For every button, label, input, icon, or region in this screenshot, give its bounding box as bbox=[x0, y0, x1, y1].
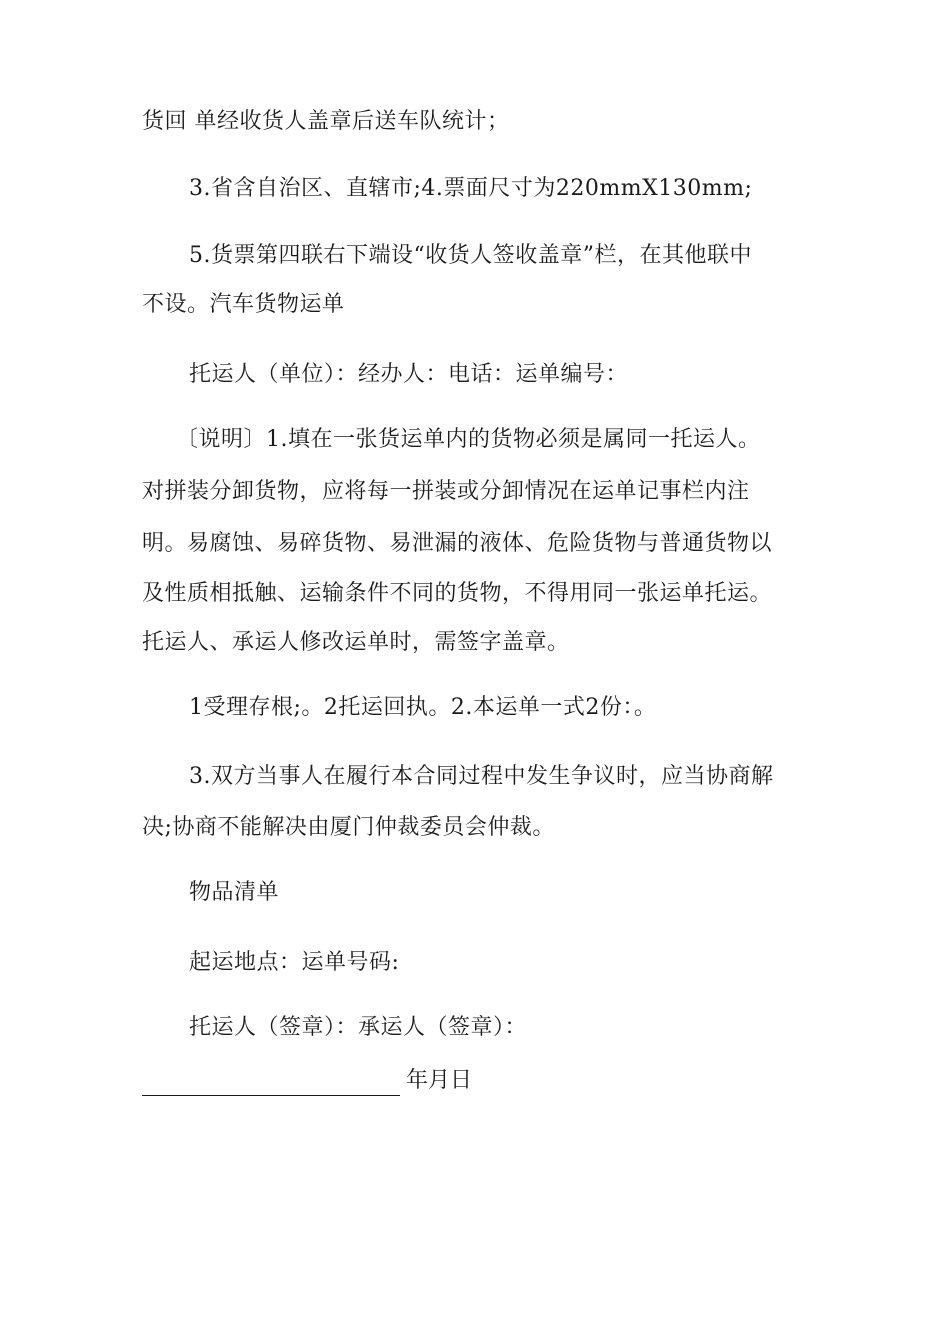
text-line-8: 明。易腐蚀、易碎货物、易泄漏的液体、危险货物与普通货物以 bbox=[142, 531, 773, 556]
text-line-6: 〔说明〕1.填在一张货运单内的货物必须是属同一托运人。 bbox=[176, 427, 761, 452]
text-line-14: 物品清单 bbox=[189, 880, 280, 905]
text-line-2: 3.省含自治区、直辖市;4.票面尺寸为220mmX130mm; bbox=[189, 176, 753, 201]
text-line-1: 货回 单经收货人盖章后送车队统计； bbox=[142, 109, 510, 134]
text-line-15: 起运地点：运单号码: bbox=[189, 950, 400, 975]
text-line-7: 对拼装分卸货物，应将每一拼装或分卸情况在运单记事栏内注 bbox=[142, 479, 750, 504]
text-line-4: 不设。汽车货物运单 bbox=[142, 292, 345, 317]
text-line-16: 托运人（签章）：承运人（签章）： bbox=[189, 1015, 528, 1040]
text-line-5: 托运人（单位）：经办人：电话：运单编号： bbox=[189, 362, 629, 387]
text-line-11: 1受理存根;。2托运回执。2.本运单一式2份：。 bbox=[189, 695, 657, 720]
text-line-13: 决;协商不能解决由厦门仲裁委员会仲裁。 bbox=[142, 815, 555, 840]
date-row bbox=[142, 1066, 472, 1096]
text-line-10: 托运人、承运人修改运单时，需签字盖章。 bbox=[142, 630, 570, 655]
text-line-9: 及性质相抵触、运输条件不同的货物，不得用同一张运单托运。 bbox=[142, 581, 773, 606]
date-blank-underline bbox=[142, 1071, 400, 1096]
text-line-12: 3.双方当事人在履行本合同过程中发生争议时，应当协商解 bbox=[189, 764, 774, 789]
text-line-3: 5.货票第四联右下端设“收货人签收盖章”栏，在其他联中 bbox=[189, 243, 752, 268]
date-label: 年月日 bbox=[406, 1068, 473, 1093]
